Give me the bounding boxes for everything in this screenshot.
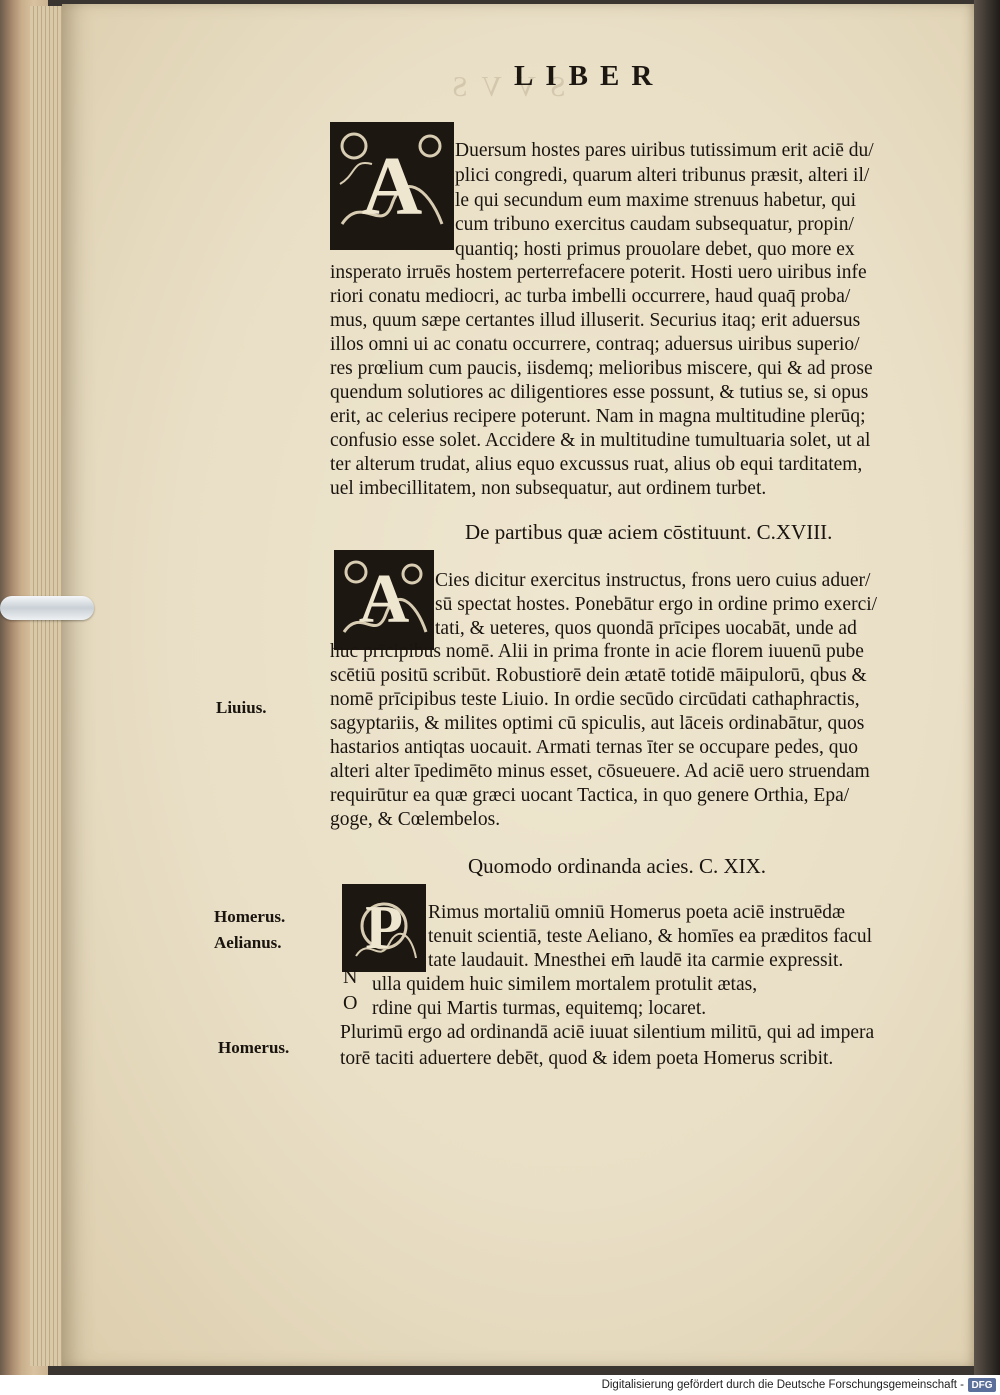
text-line: res prœlium cum paucis, iisdemq; melioribus miscere, qui & ad prose [330,358,873,379]
text-line: tenuit scientiā, teste Aeliano, & homīes ea præditos facul [428,926,873,947]
decorated-initial-a [334,550,434,650]
text-line: Duersum hostes pares uiribus tutissimum erit aciē du/ [455,140,874,161]
text-line: requirūtur ea quæ græci uocant Tactica, in quo genere Orthia, Epa/ [330,785,850,806]
margin-note-homerus: Homerus. [218,1038,290,1057]
margin-note-homerus: Homerus. [214,907,286,926]
text-line: scētiū positū scribūt. Robustiorē dein ætatē totidē māipulorū, qbus & [330,665,867,686]
text-line: torē taciti aduertere debēt, quod & idem poeta Homerus scribit. [340,1048,834,1069]
text-line: sagyptariis, & milites optimi cū spiculis, aut lāceis ordinabātur, quos [330,713,865,734]
initial-letter: A [361,139,423,233]
verse-line: rdine qui Martis turmas, equitemq; locaret. [372,998,707,1019]
text-line: mus, quum sæpe certantes illud illuserit. Securius itaq; erit aduersus [330,310,861,331]
verse-capital: O [343,992,358,1014]
text-line: Rimus mortaliū omniū Homerus poeta aciē instruēdæ [428,902,846,923]
text-line: goge, & Cœlembelos. [330,809,501,830]
text-line: sū spectat hostes. Ponebātur ergo in ordine primo exerci/ [435,594,878,615]
chapter-heading-xviii: De partibus quæ aciem cōstituunt. C.XVIII. [465,520,833,544]
text-line: huc prīcipibus nomē. Alii in prima fronte in acie florem iuuenū pube [330,641,864,662]
text-line: alteri alter īpedimēto minus esset, cōsueuere. Ad aciē uero struendam [330,761,870,782]
text-line: illos omni ui ac conatu occurrere, contraq; aduersus uiribus superio/ [330,334,860,355]
show-through-head: SVVS [438,72,566,103]
initial-letter: A [358,561,410,638]
text-line: Cies dicitur exercitus instructus, frons uero cuius aduer/ [435,570,871,591]
text-line: cum tribuno exercitus caudam subsequatur, propin/ [455,214,854,235]
text-line: insperato irruēs hostem perterrefacere poterit. Hosti uero uiribus infe [330,262,867,283]
text-line: confusio esse solet. Accidere & in multitudine tumultuaria solet, ut al [330,430,871,451]
bookmark-ribbon [0,596,94,620]
verse-capital: N [343,966,358,988]
text-line: uel imbecillitatem, non subsequatur, aut ordinem turbet. [330,478,767,499]
text-line: ter alterum trudat, alius equo excussus ruat, alius ob equi tarditatem, [330,454,863,475]
dfg-logo[interactable]: DFG [968,1378,996,1392]
initial-letter: P [365,893,403,962]
text-line: tate laudauit. Mnesthei em̄ laudē ita carmie expressit. [428,950,844,971]
text-line: plici congredi, quarum alteri tribunus præsit, alteri il/ [455,165,870,186]
text-line: hastarios antiqtas uocauit. Armati ternas īter se occupare pedes, quo [330,737,858,758]
text-line: nomē prīcipibus teste Liuio. In ordie secūdo circūdati cathaphractis, [330,689,860,710]
running-head: LIBER [514,60,665,92]
decorated-initial-a [330,122,454,250]
book-right-edge [974,0,1000,1375]
verse-line: ulla quidem huic similem mortalem protulit ætas, [372,974,758,995]
margin-note-aelianus: Aelianus. [214,933,282,952]
text-line: quantiq; hosti primus prouolare debet, quo more ex [455,239,855,260]
text-line: Plurimū ergo ad ordinandā aciē iuuat silentium militū, qui ad impera [340,1022,875,1043]
chapter-heading-xix: Quomodo ordinanda acies. C. XIX. [468,854,767,878]
text-line: tati, & ueteres, quos quondā prīcipes uocabāt, unde ad [435,618,857,639]
decorated-initial-p [342,884,426,972]
funding-credit: Digitalisierung gefördert durch die Deutsche Forschungsgemeinschaft - [601,1379,964,1391]
text-line: riori conatu mediocri, ac turba imbelli occurrere, haud quaq̄ proba/ [330,286,851,307]
text-line: erit, ac celerius recipere poterunt. Nam in magna multitudine plerūq; [330,406,866,427]
margin-note-liuius: Liuius. [216,698,267,717]
text-line: quendum solutiores ac diligentiores esse possunt, & tutius se, si opus [330,382,869,403]
text-line: le qui secundum eum maxime strenuus habetur, qui [455,190,857,211]
